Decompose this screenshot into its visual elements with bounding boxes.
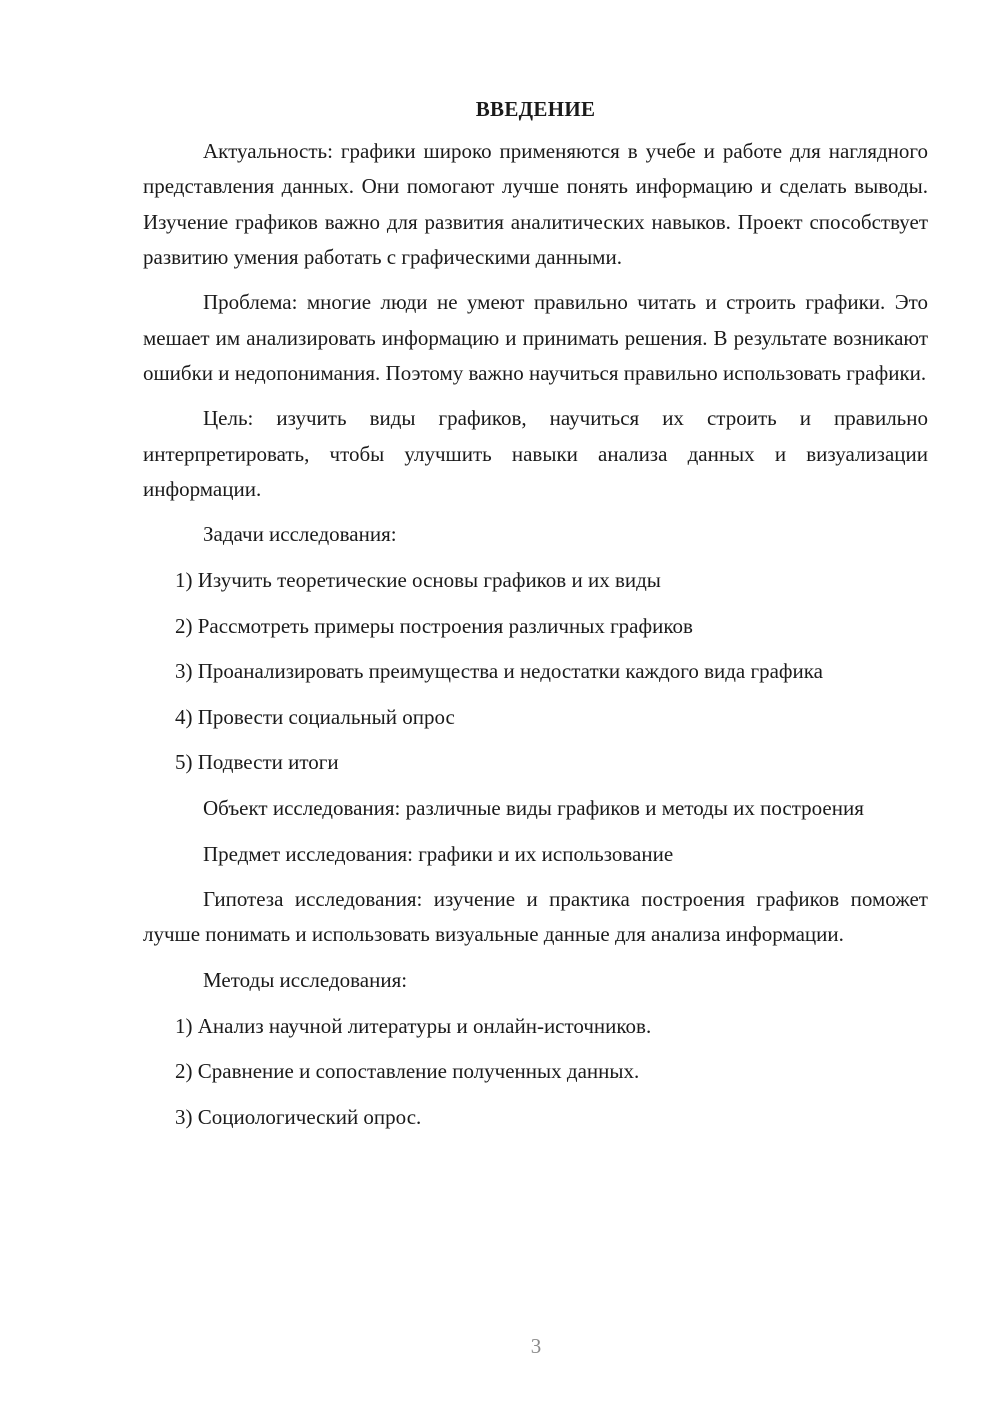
method-item: 3) Социологический опрос.	[175, 1104, 422, 1129]
subject-paragraph: Предмет исследования: графики и их использование	[203, 841, 674, 866]
task-item: 2) Рассмотреть примеры построения различных графиков	[175, 613, 693, 638]
hypothesis-paragraph: Гипотеза исследования: изучение и практика построения графиков поможет лучше понимать и использовать визуальные данные для анализа информации.	[143, 887, 928, 947]
section-title: ВВЕДЕНИЕ	[475, 97, 596, 121]
problem-paragraph: Проблема: многие люди не умеют правильно читать и строить графики. Это мешает им анализировать информацию и принимать решения. В результате возникают ошибки и недопонимания. Поэтому важно научиться правильно использовать графики.	[143, 290, 928, 385]
methods-heading: Методы исследования:	[203, 967, 408, 992]
task-item: 5) Подвести итоги	[175, 750, 339, 775]
goal-paragraph: Цель: изучить виды графиков, научиться их строить и правильно интерпретировать, чтобы улучшить навыки анализа данных и визуализации информации.	[143, 406, 928, 501]
tasks-heading: Задачи исследования:	[203, 522, 397, 547]
object-paragraph: Объект исследования: различные виды графиков и методы их построения	[203, 795, 864, 820]
task-item: 4) Провести социальный опрос	[175, 704, 455, 729]
task-item: 3) Проанализировать преимущества и недостатки каждого вида графика	[175, 659, 823, 684]
method-item: 1) Анализ научной литературы и онлайн-источников.	[175, 1013, 652, 1038]
task-item: 1) Изучить теоретические основы графиков и их виды	[175, 568, 661, 592]
relevance-paragraph: Актуальность: графики широко применяются в учебе и работе для наглядного представления данных. Они помогают лучше понять информацию и сделать выводы. Изучение графиков важно для развития аналитических навыков. Проект способствует развитию умения работать с графическими данными.	[143, 139, 928, 269]
method-item: 2) Сравнение и сопоставление полученных данных.	[175, 1059, 640, 1084]
document-body	[143, 92, 928, 1135]
page-number: 3	[530, 1334, 542, 1358]
